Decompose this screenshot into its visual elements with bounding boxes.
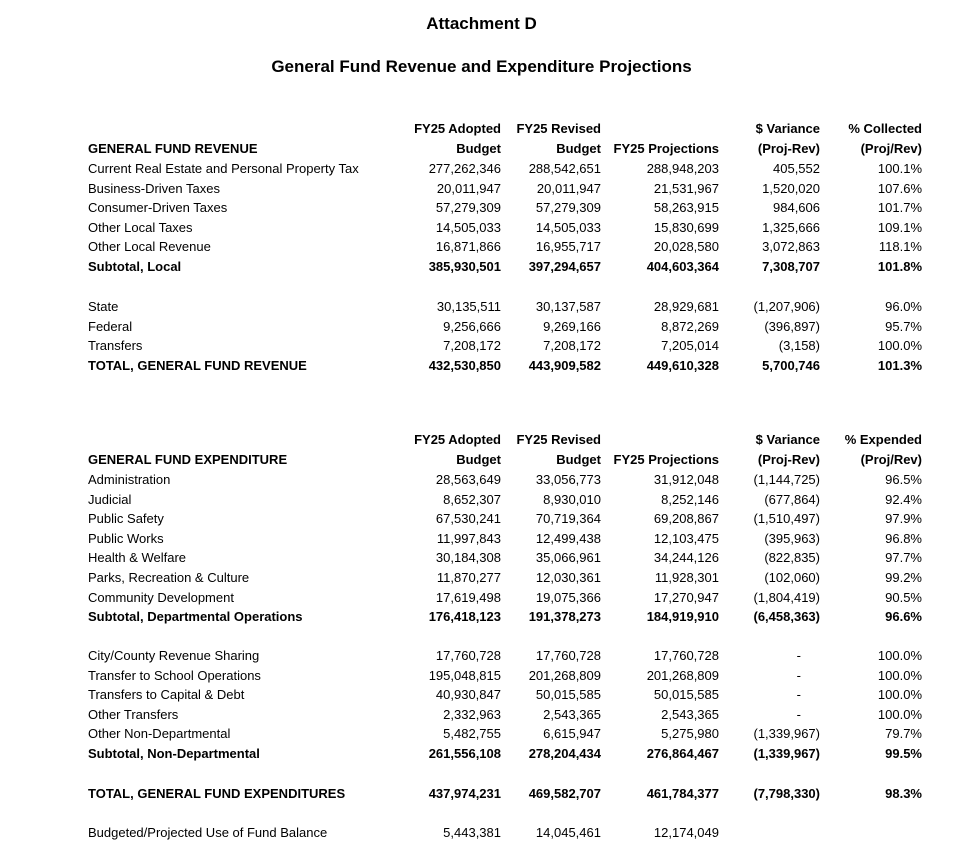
row-label: Other Local Taxes <box>88 219 193 235</box>
table-row <box>0 823 963 843</box>
row-label: Budgeted/Projected Use of Fund Balance <box>88 825 328 840</box>
adopted-budget-cell: 20,011,947 <box>436 180 501 196</box>
percent-cell: 101.8% <box>877 259 922 274</box>
table-row <box>0 470 963 490</box>
row-label: Other Non-Departmental <box>88 726 231 742</box>
revised-budget-cell: 33,056,773 <box>535 472 601 487</box>
revised-budget-cell: 14,045,461 <box>535 825 601 840</box>
table-row <box>0 568 963 588</box>
projection-cell: 21,531,967 <box>653 180 719 196</box>
row-label: Other Local Revenue <box>88 239 211 255</box>
table-row <box>0 529 963 549</box>
row-label: Community Development <box>88 589 234 605</box>
projection-cell: 5,275,980 <box>661 726 719 742</box>
row-label: Transfers to Capital & Debt <box>88 687 245 703</box>
row-label: Transfers <box>88 338 143 354</box>
adopted-budget-cell: 11,997,843 <box>436 530 501 546</box>
column-header: Budget <box>456 140 501 156</box>
revised-budget-cell: 288,542,651 <box>528 161 601 176</box>
column-header: (Proj-Rev) <box>757 451 820 467</box>
table-row <box>0 666 963 686</box>
column-header: (Proj/Rev) <box>860 140 922 156</box>
adopted-budget-cell: 14,505,033 <box>435 219 501 235</box>
row-label: Business-Driven Taxes <box>88 180 220 196</box>
table-row <box>0 705 963 725</box>
row-label: Health & Welfare <box>88 550 187 566</box>
variance-cell: 1,520,020 <box>762 180 820 196</box>
variance-cell: 3,072,863 <box>762 239 820 255</box>
adopted-budget-cell: 30,135,511 <box>436 299 501 314</box>
column-header: FY25 Revised <box>516 432 601 447</box>
adopted-budget-cell: 9,256,666 <box>443 318 501 334</box>
revised-budget-cell: 16,955,717 <box>535 239 601 255</box>
variance-cell: (1,804,419) <box>753 589 820 605</box>
revised-budget-cell: 469,582,707 <box>528 786 601 801</box>
table-row <box>0 336 963 356</box>
projection-cell: 69,208,867 <box>653 511 719 527</box>
revised-budget-cell: 57,279,309 <box>535 200 601 216</box>
adopted-budget-cell: 16,871,866 <box>435 239 501 255</box>
table-row <box>0 724 963 744</box>
variance-cell: (102,060) <box>764 570 820 585</box>
percent-cell: 107.6% <box>877 180 922 196</box>
variance-cell: 1,325,666 <box>762 219 820 235</box>
revised-budget-cell: 443,909,582 <box>528 357 601 373</box>
variance-cell: (822,835) <box>764 550 820 566</box>
variance-cell: - <box>796 687 801 703</box>
table-row <box>0 490 963 510</box>
percent-cell: 100.0% <box>877 667 922 683</box>
revised-budget-cell: 35,066,961 <box>535 550 601 566</box>
column-header: (Proj/Rev) <box>860 451 922 467</box>
table-row <box>0 297 963 317</box>
section-label: GENERAL FUND EXPENDITURE <box>88 451 288 467</box>
column-header: FY25 Adopted <box>414 121 501 136</box>
table-row <box>0 685 963 705</box>
subtotal-row <box>0 607 963 627</box>
variance-cell: (6,458,363) <box>753 609 820 625</box>
variance-cell: (1,339,967) <box>753 726 820 742</box>
section-label: GENERAL FUND REVENUE <box>88 140 258 156</box>
revised-budget-cell: 6,615,947 <box>543 726 601 742</box>
variance-cell: - <box>796 706 801 722</box>
adopted-budget-cell: 30,184,308 <box>435 550 501 566</box>
projection-cell: 184,919,910 <box>646 609 719 625</box>
revised-budget-cell: 397,294,657 <box>528 259 601 274</box>
revised-budget-cell: 30,137,587 <box>535 299 601 314</box>
row-label: Transfer to School Operations <box>88 667 261 683</box>
percent-cell: 99.2% <box>885 570 922 585</box>
variance-cell: (1,510,497) <box>753 511 820 527</box>
document-subtitle: General Fund Revenue and Expenditure Projections <box>271 57 692 76</box>
variance-cell: (1,207,906) <box>753 299 820 314</box>
adopted-budget-cell: 67,530,241 <box>435 511 501 527</box>
table-row <box>0 509 963 529</box>
column-header: Budget <box>556 451 601 467</box>
row-label: Public Safety <box>88 511 164 527</box>
percent-cell: 101.7% <box>877 200 922 216</box>
adopted-budget-cell: 17,760,728 <box>435 648 501 663</box>
projection-cell: 58,263,915 <box>653 200 719 216</box>
percent-cell: 97.7% <box>885 550 922 566</box>
row-label: Judicial <box>88 491 132 507</box>
revised-budget-cell: 20,011,947 <box>536 180 601 196</box>
table-row <box>0 646 963 666</box>
percent-cell: 100.0% <box>877 338 922 354</box>
projection-cell: 461,784,377 <box>646 786 719 801</box>
variance-cell: (3,158) <box>778 338 820 354</box>
percent-cell: 97.9% <box>885 511 922 527</box>
variance-cell: 7,308,707 <box>762 259 820 274</box>
adopted-budget-cell: 5,482,755 <box>443 726 501 742</box>
adopted-budget-cell: 277,262,346 <box>428 161 501 176</box>
projection-cell: 7,205,014 <box>661 338 719 354</box>
table-row <box>0 179 963 199</box>
row-label: Administration <box>88 472 171 487</box>
column-header: FY25 Projections <box>613 140 719 156</box>
adopted-budget-cell: 432,530,850 <box>428 357 501 373</box>
table-row <box>0 237 963 257</box>
projection-cell: 34,244,126 <box>653 550 719 566</box>
percent-cell: 96.8% <box>885 530 922 546</box>
variance-cell: (7,798,330) <box>753 786 820 801</box>
row-label: Consumer-Driven Taxes <box>88 200 228 216</box>
column-header: $ Variance <box>755 432 820 447</box>
document-title: Attachment D <box>426 14 537 33</box>
row-label: TOTAL, GENERAL FUND EXPENDITURES <box>88 786 346 801</box>
percent-cell: 96.0% <box>885 299 922 314</box>
row-label: Public Works <box>88 530 164 546</box>
projection-cell: 17,760,728 <box>653 648 719 663</box>
column-header: FY25 Adopted <box>414 432 501 447</box>
projection-cell: 28,929,681 <box>653 299 719 314</box>
adopted-budget-cell: 11,870,277 <box>436 570 501 585</box>
variance-cell: (1,144,725) <box>753 472 820 487</box>
revised-budget-cell: 19,075,366 <box>535 589 601 605</box>
table-row <box>0 198 963 218</box>
revised-budget-cell: 9,269,166 <box>543 318 601 334</box>
percent-cell: 100.1% <box>877 161 922 176</box>
projection-cell: 201,268,809 <box>646 667 719 683</box>
variance-cell: - <box>796 667 801 683</box>
variance-cell: 405,552 <box>773 161 820 176</box>
subtotal-row <box>0 744 963 764</box>
percent-cell: 96.5% <box>885 472 922 487</box>
percent-cell: 100.0% <box>877 706 922 722</box>
projection-cell: 31,912,048 <box>653 472 719 487</box>
projection-cell: 20,028,580 <box>653 239 719 255</box>
percent-cell: 96.6% <box>885 609 922 625</box>
adopted-budget-cell: 40,930,847 <box>435 687 501 703</box>
revised-budget-cell: 2,543,365 <box>543 706 601 722</box>
column-header: % Collected <box>848 121 922 136</box>
variance-cell: (1,339,967) <box>753 746 820 761</box>
projection-cell: 12,103,475 <box>653 530 719 546</box>
table-row <box>0 588 963 608</box>
revised-budget-cell: 12,499,438 <box>535 530 601 546</box>
percent-cell: 79.7% <box>885 726 922 742</box>
variance-cell: 984,606 <box>773 200 820 216</box>
revised-budget-cell: 8,930,010 <box>543 491 601 507</box>
column-header: FY25 Projections <box>613 451 719 467</box>
variance-cell: 5,700,746 <box>762 357 820 373</box>
revised-budget-cell: 17,760,728 <box>535 648 601 663</box>
row-label: Subtotal, Non-Departmental <box>88 746 260 761</box>
column-header: (Proj-Rev) <box>757 140 820 156</box>
percent-cell: 100.0% <box>877 687 922 703</box>
row-label: State <box>88 299 119 314</box>
adopted-budget-cell: 57,279,309 <box>435 200 501 216</box>
percent-cell: 98.3% <box>885 786 922 801</box>
percent-cell: 118.1% <box>878 239 922 255</box>
subtotal-row <box>0 257 963 277</box>
variance-cell: - <box>796 648 801 663</box>
row-label: Other Transfers <box>88 706 179 722</box>
row-label: TOTAL, GENERAL FUND REVENUE <box>88 357 307 373</box>
percent-cell: 101.3% <box>877 357 922 373</box>
adopted-budget-cell: 195,048,815 <box>428 667 501 683</box>
adopted-budget-cell: 2,332,963 <box>443 706 501 722</box>
row-label: Subtotal, Departmental Operations <box>88 609 303 625</box>
table-row <box>0 548 963 568</box>
projection-cell: 11,928,301 <box>654 570 719 585</box>
subtotal-row <box>0 784 963 804</box>
projection-cell: 276,864,467 <box>646 746 719 761</box>
revised-budget-cell: 7,208,172 <box>543 338 601 354</box>
percent-cell: 92.4% <box>885 491 922 507</box>
column-header: FY25 Revised <box>516 121 601 136</box>
table-row <box>0 218 963 238</box>
subtotal-row <box>0 356 963 376</box>
column-header: % Expended <box>844 432 922 447</box>
revised-budget-cell: 50,015,585 <box>535 687 601 703</box>
variance-cell: (396,897) <box>764 318 820 334</box>
percent-cell: 99.5% <box>885 746 922 761</box>
revised-budget-cell: 201,268,809 <box>528 667 601 683</box>
projection-cell: 404,603,364 <box>646 259 719 274</box>
projection-cell: 50,015,585 <box>653 687 719 703</box>
revised-budget-cell: 14,505,033 <box>535 219 601 235</box>
column-header: $ Variance <box>755 121 820 136</box>
revised-budget-cell: 191,378,273 <box>528 609 601 625</box>
percent-cell: 109.1% <box>877 219 922 235</box>
row-label: Current Real Estate and Personal Property Tax <box>88 161 359 176</box>
percent-cell: 95.7% <box>885 318 922 334</box>
projection-cell: 8,872,269 <box>661 318 719 334</box>
column-header: Budget <box>556 140 601 156</box>
percent-cell: 100.0% <box>877 648 922 663</box>
adopted-budget-cell: 28,563,649 <box>435 472 501 487</box>
revised-budget-cell: 278,204,434 <box>528 746 601 761</box>
revised-budget-cell: 12,030,361 <box>535 570 601 585</box>
adopted-budget-cell: 5,443,381 <box>443 825 501 840</box>
projection-cell: 15,830,699 <box>653 219 719 235</box>
adopted-budget-cell: 261,556,108 <box>428 746 501 761</box>
adopted-budget-cell: 437,974,231 <box>428 786 501 801</box>
adopted-budget-cell: 176,418,123 <box>428 609 501 625</box>
percent-cell: 90.5% <box>885 589 922 605</box>
column-header: Budget <box>456 451 501 467</box>
projection-cell: 2,543,365 <box>661 706 719 722</box>
revised-budget-cell: 70,719,364 <box>535 511 601 527</box>
table-row <box>0 159 963 179</box>
projection-cell: 12,174,049 <box>653 825 719 840</box>
adopted-budget-cell: 17,619,498 <box>435 589 501 605</box>
row-label: City/County Revenue Sharing <box>88 648 260 663</box>
row-label: Subtotal, Local <box>88 259 182 274</box>
adopted-budget-cell: 7,208,172 <box>443 338 501 354</box>
projection-cell: 449,610,328 <box>646 357 719 373</box>
row-label: Parks, Recreation & Culture <box>88 570 250 585</box>
variance-cell: (395,963) <box>764 530 820 546</box>
adopted-budget-cell: 8,652,307 <box>443 491 501 507</box>
projection-cell: 17,270,947 <box>653 589 719 605</box>
projection-cell: 8,252,146 <box>661 491 719 507</box>
projection-cell: 288,948,203 <box>646 161 719 176</box>
table-row <box>0 317 963 337</box>
variance-cell: (677,864) <box>764 491 820 507</box>
row-label: Federal <box>88 318 133 334</box>
adopted-budget-cell: 385,930,501 <box>428 259 501 274</box>
